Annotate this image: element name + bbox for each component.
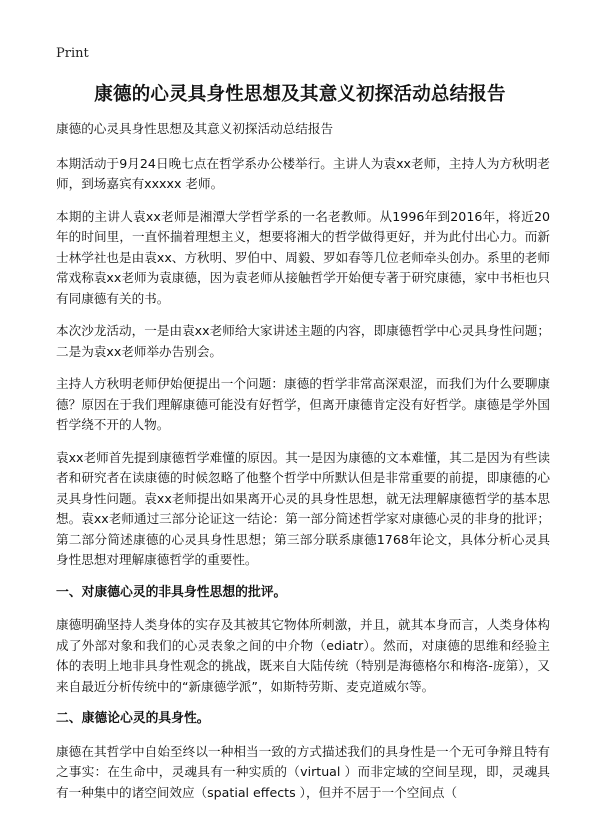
paragraph-agenda: 本次沙龙活动，一是由袁xx老师给大家讲述主题的内容，即康德哲学中心灵具身性问题；二是为袁xx老师举办告别会。 [56, 323, 550, 359]
section-2-text: 康德在其哲学中自始至终以一种相当一致的方式描述我们的具身性是一个无可争辩且特有之事实：在生命中，灵魂具有一种实质的（virtual ）而非定域的空间呈现，即，灵魂具有一种集中的诸空间效应（spatial effects ），但并不居于一个空间点（ [56, 743, 550, 800]
document-subtitle: 康德的心灵具身性思想及其意义初探活动总结报告 [56, 121, 334, 136]
print-link[interactable]: Print [56, 46, 89, 61]
section-1-text: 康德明确坚持人类身体的实存及其被其它物体所刺激，并且，就其本身而言，人类身体构成了外部对象和我们的心灵表象之间的中介物（ediatr）。然而，对康德的思维和经验主体的表明上地非具身性观念的挑战，既来自大陆传统（特别是海德格尔和梅洛-庞第），又来自最近分析传统中的“新康德学派”，如斯特劳斯、麦克道威尔等。 [56, 617, 550, 694]
document-title: 康德的心灵具身性思想及其意义初探活动总结报告 [94, 84, 506, 105]
paragraph-host-question: 主持人方秋明老师伊始便提出一个问题：康德的哲学非常高深艰涩，而我们为什么要聊康德？原因在于我们理解康德可能没有好哲学，但离开康德肯定没有好哲学。康德是学外国哲学绕不开的人物。 [56, 376, 550, 432]
document-body [56, 119, 550, 815]
section-1-heading: 一、对康德心灵的非具身性思想的批评。 [56, 584, 287, 600]
paragraph-speaker-bio: 本期的主讲人袁xx老师是湘潭大学哲学系的一名老教师。从1996年到2016年，将近20年的时间里，一直怀揣着理想主义，想要将湘大的哲学做得更好，并为此付出心力。而新士林学社也是由袁xx、方秋明、罗伯中、周毅、罗如春等几位老师牵头创办。系里的老师常戏称袁xx老师为袁康德，因为袁老师从接触哲学开始便专著于研究康德，家中书柜也只有同康德有关的书。 [56, 208, 550, 306]
paragraph-event-info: 本期活动于9月24日晚七点在哲学系办公楼举行。主讲人为袁xx老师，主持人为方秋明老师，到场嘉宾有xxxxx 老师。 [56, 155, 550, 191]
paragraph-lecture-overview: 袁xx老师首先提到康德哲学难懂的原因。其一是因为康德的文本难懂，其二是因为有些读者和研究者在读康德的时候忽略了他整个哲学中所默认但是非常重要的前提，即康德的心灵具身性问题。袁xx老师提出如果离开心灵的具身性思想，就无法理解康德哲学的基本思想。袁xx老师通过三部分论证这一结论：第一部分简述哲学家对康德心灵的非身的批评；第二部分简述康德的心灵具身性思想；第三部分联系康德1768年论文，具体分析心灵具身性思想对理解康德哲学的重要性。 [56, 449, 550, 567]
section-2-heading: 二、康德论心灵的具身性。 [56, 711, 210, 726]
